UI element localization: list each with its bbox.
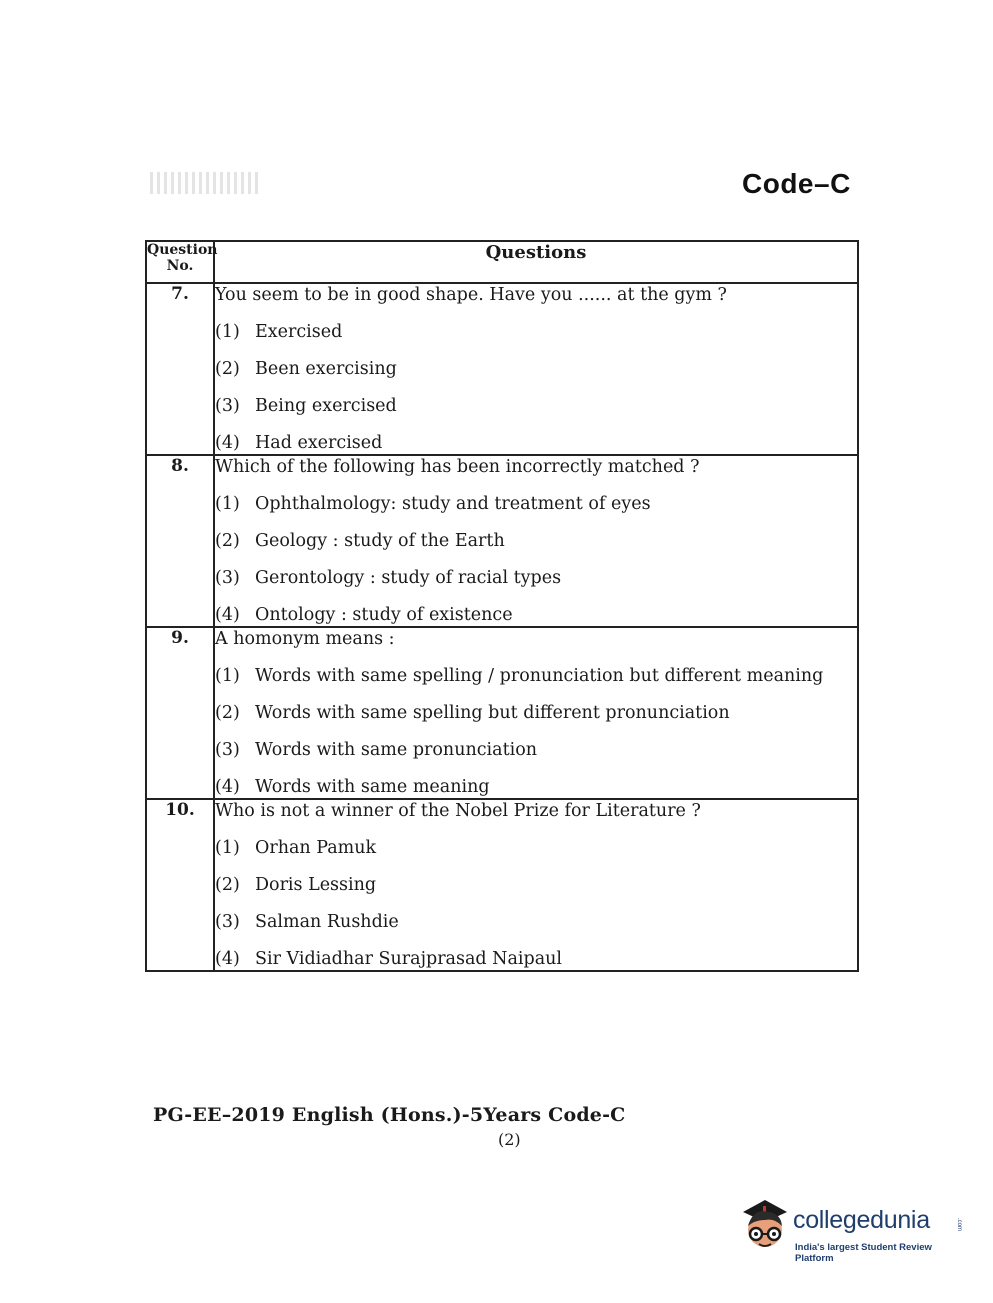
column-header-questions: Questions (214, 241, 858, 283)
option-number: (3) (215, 740, 240, 760)
option (215, 358, 857, 380)
paper-code: Code–C (742, 168, 851, 199)
option-text: Ophthalmology: study and treatment of eyes (255, 494, 651, 514)
question-body (214, 283, 858, 455)
question-number: 10. (146, 799, 214, 971)
option-number: (4) (215, 777, 240, 797)
option-text: Words with same meaning (255, 777, 490, 797)
graduate-mascot-icon (735, 1196, 795, 1258)
option-number: (1) (215, 838, 240, 858)
option (215, 395, 857, 417)
option-text: Words with same spelling but different pronunciation (255, 703, 730, 723)
option-number: (2) (215, 875, 240, 895)
option (215, 321, 857, 343)
question-row (146, 627, 858, 799)
option-text: Ontology : study of existence (255, 605, 513, 625)
question-text: Which of the following has been incorrectly matched ? (215, 457, 700, 477)
option-number: (2) (215, 359, 240, 379)
option-text: Orhan Pamuk (255, 838, 377, 858)
question-text: A homonym means : (215, 629, 395, 649)
paper-footer: PG-EE–2019 English (Hons.)-5Years Code-C (153, 1104, 626, 1126)
question-body (214, 627, 858, 799)
collegedunia-watermark (735, 1196, 965, 1266)
option (215, 604, 857, 626)
option (215, 837, 857, 859)
option-number: (2) (215, 703, 240, 723)
option (215, 702, 857, 724)
option-number: (4) (215, 433, 240, 453)
option (215, 776, 857, 798)
option (215, 493, 857, 515)
brand-tagline: India's largest Student Review Platform (795, 1242, 932, 1264)
option-text: Being exercised (255, 396, 397, 416)
option-text: Gerontology : study of racial types (255, 568, 562, 588)
option-text: Salman Rushdie (255, 912, 399, 932)
option-number: (1) (215, 322, 240, 342)
question-row (146, 799, 858, 971)
option-number: (2) (215, 531, 240, 551)
option-text: Been exercising (255, 359, 397, 379)
brand-name: collegedunia (793, 1206, 930, 1234)
option-text: Sir Vidiadhar Surajprasad Naipaul (255, 949, 563, 969)
brand-suffix: .com (956, 1218, 962, 1232)
option (215, 567, 857, 589)
question-number: 7. (146, 283, 214, 455)
question-row (146, 283, 858, 455)
option-number: (3) (215, 396, 240, 416)
option-number: (1) (215, 666, 240, 686)
option-number: (4) (215, 949, 240, 969)
option-number: (4) (215, 605, 240, 625)
question-body (214, 455, 858, 627)
question-text: Who is not a winner of the Nobel Prize for Literature ? (215, 801, 701, 821)
question-number: 9. (146, 627, 214, 799)
option-text: Doris Lessing (255, 875, 377, 895)
option (215, 530, 857, 552)
option-text: Words with same pronunciation (255, 740, 537, 760)
option (215, 432, 857, 454)
question-row (146, 455, 858, 627)
option-number: (1) (215, 494, 240, 514)
page-number: (2) (498, 1130, 521, 1149)
option-text: Words with same spelling / pronunciation but different meaning (255, 666, 824, 686)
option-text: Geology : study of the Earth (255, 531, 505, 551)
option-number: (3) (215, 568, 240, 588)
option (215, 948, 857, 970)
column-header-question-no: Question No. (146, 241, 214, 283)
option (215, 739, 857, 761)
question-body (214, 799, 858, 971)
question-text: You seem to be in good shape. Have you ...... at the gym ? (215, 285, 727, 305)
option (215, 911, 857, 933)
question-number: 8. (146, 455, 214, 627)
option (215, 874, 857, 896)
option-text: Exercised (255, 322, 343, 342)
scanned-smudge (150, 172, 260, 194)
option-text: Had exercised (255, 433, 383, 453)
option (215, 665, 857, 687)
option-number: (3) (215, 912, 240, 932)
question-table (145, 240, 859, 972)
